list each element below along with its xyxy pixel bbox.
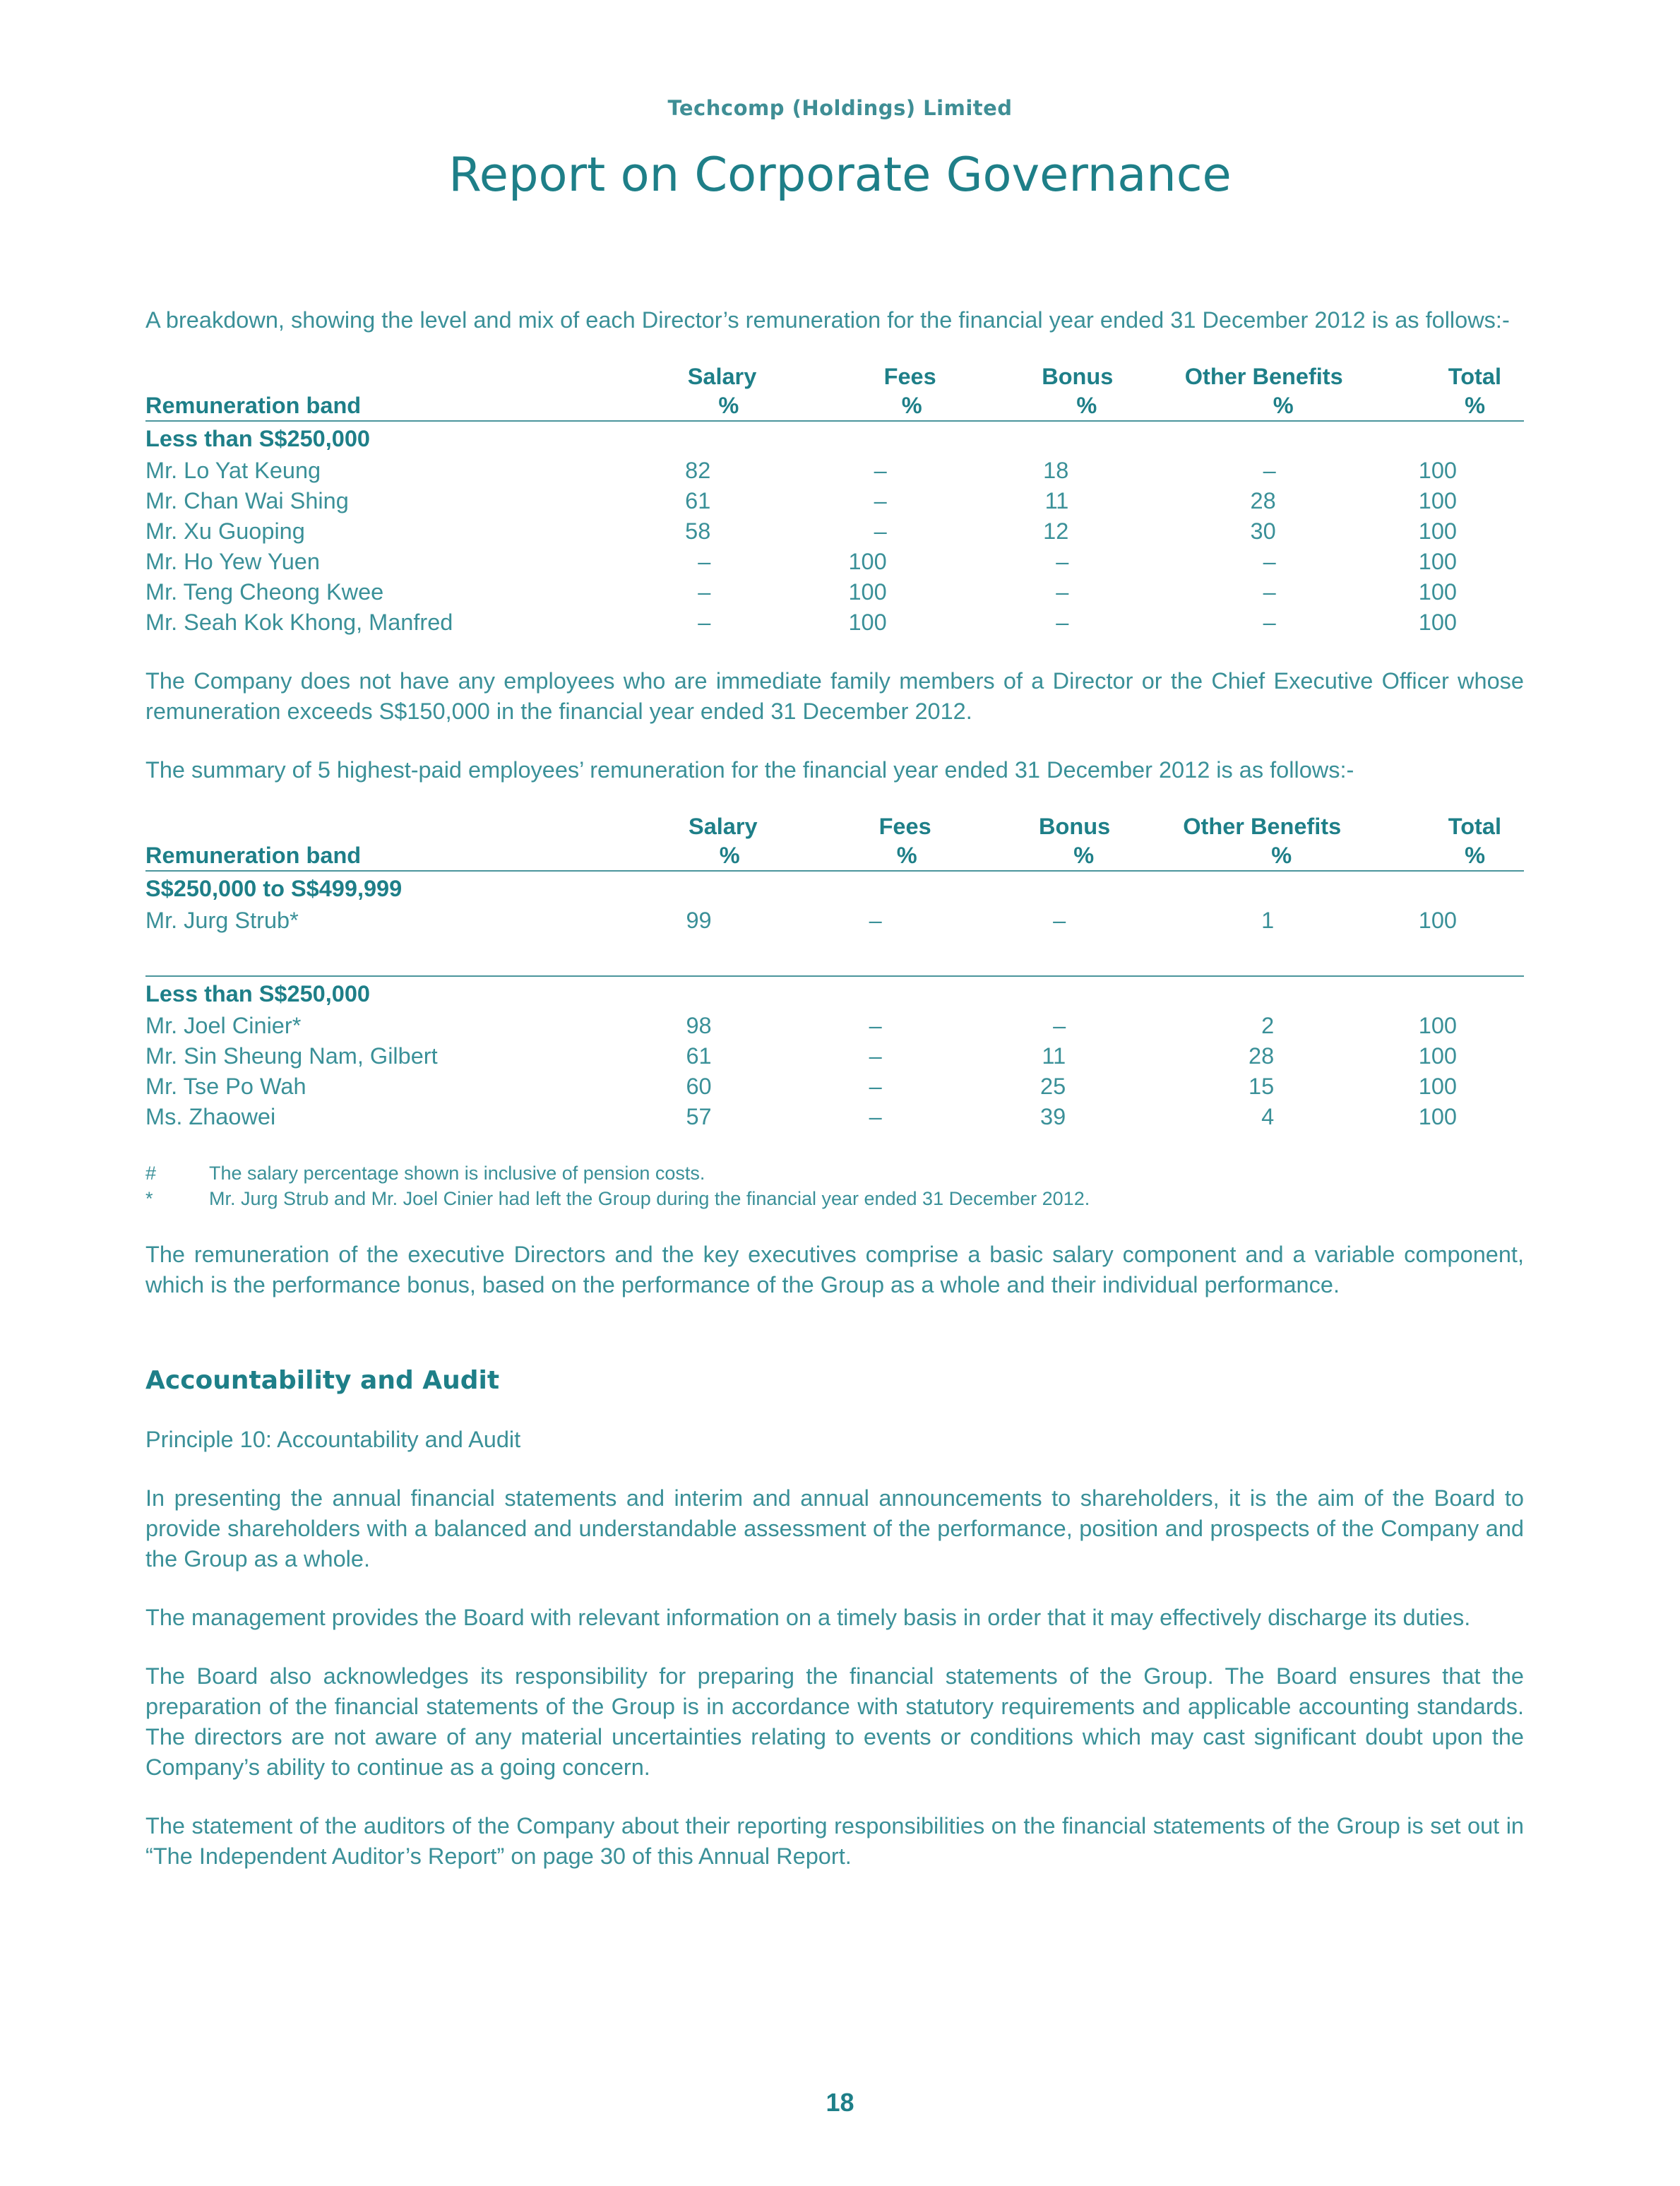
total-cell: 100 [1418, 1013, 1457, 1038]
table-row [145, 1011, 1524, 1041]
director-name: Mr. Lo Yat Keung [145, 458, 321, 483]
total-cell: 100 [1418, 488, 1457, 513]
remuneration-components-paragraph: The remuneration of the executive Directors and the key executives comprise a basic salary component and a variable component, which is the performance bonus, based on the performance of the Group as a whole and their individual performance. [145, 1242, 1524, 1297]
col-bonus-header: Bonus [1039, 814, 1111, 839]
bonus-cell: 18 [1043, 458, 1069, 483]
employee-name: Mr. Sin Sheung Nam, Gilbert [145, 1043, 438, 1069]
band-label: S$250,000 to S$499,999 [145, 876, 403, 901]
fees-cell: – [874, 458, 887, 483]
unit-label: % [609, 840, 778, 871]
employee-name: Mr. Tse Po Wah [145, 1074, 306, 1099]
other-benefits-cell: – [1263, 458, 1276, 483]
col-other-benefits-header: Other Benefits [1184, 364, 1343, 389]
unit-label: % [1341, 840, 1524, 871]
director-name: Mr. Xu Guoping [145, 518, 305, 544]
employee-name: Mr. Jurg Strub* [145, 908, 299, 933]
unit-label: % [610, 391, 778, 421]
salary-cell: 99 [686, 908, 712, 933]
other-benefits-cell: 4 [1261, 1104, 1275, 1129]
fees-cell: – [869, 1104, 882, 1129]
col-other-benefits-header: Other Benefits [1183, 814, 1342, 839]
bonus-cell: – [1056, 579, 1069, 605]
other-benefits-cell: 2 [1261, 1013, 1275, 1038]
band-row [145, 421, 1524, 456]
bonus-cell: – [1056, 610, 1069, 635]
total-cell: 100 [1418, 518, 1457, 544]
table-row [145, 486, 1524, 516]
other-benefits-cell: – [1263, 549, 1276, 574]
unit-label: % [951, 840, 1133, 871]
footnote-mark: # [145, 1163, 157, 1184]
footnotes [145, 1160, 1524, 1211]
bonus-cell: 12 [1043, 518, 1069, 544]
salary-cell: 82 [685, 458, 711, 483]
salary-cell: 98 [686, 1013, 712, 1038]
table-row [145, 456, 1524, 486]
footnote-text: Mr. Jurg Strub and Mr. Joel Cinier had left the Group during the financial year ended 31 December 2012. [209, 1188, 1090, 1209]
director-name: Mr. Seah Kok Khong, Manfred [145, 610, 453, 635]
table-row [145, 516, 1524, 547]
company-name: Techcomp (Holdings) Limited [667, 96, 1013, 120]
bonus-cell: – [1053, 908, 1066, 933]
section-heading: Accountability and Audit [145, 1366, 500, 1395]
col-band-header: Remuneration band [145, 840, 609, 871]
family-members-paragraph: The Company does not have any employees who are immediate family members of a Director or the Chief Executive Officer whose remuneration exceeds S$150,000 in the financial year ended 31 December 2012. [145, 668, 1524, 724]
salary-cell: – [698, 549, 711, 574]
table-row [145, 905, 1524, 936]
body-paragraph: The management provides the Board with relevant information on a timely basis in order that it may effectively discharge its duties. [145, 1605, 1471, 1630]
fees-cell: – [869, 908, 882, 933]
fees-cell: 100 [848, 579, 887, 605]
bonus-cell: 39 [1040, 1104, 1066, 1129]
table-header-units-row [145, 840, 1524, 871]
table-row [145, 607, 1524, 638]
band-label: Less than S$250,000 [145, 426, 370, 451]
other-benefits-cell: – [1263, 610, 1276, 635]
bonus-cell: – [1053, 1013, 1066, 1038]
table-header-row [145, 362, 1524, 391]
col-salary-header: Salary [689, 814, 758, 839]
total-cell: 100 [1418, 1043, 1457, 1069]
salary-cell: 57 [686, 1104, 712, 1129]
principle-label: Principle 10: Accountability and Audit [145, 1427, 521, 1452]
employee-name: Ms. Zhaowei [145, 1104, 276, 1129]
table-row [145, 1071, 1524, 1102]
col-salary-header: Salary [687, 364, 757, 389]
employees-remuneration-table [145, 812, 1524, 1132]
content-column [145, 305, 1524, 1872]
director-name: Mr. Teng Cheong Kwee [145, 579, 384, 605]
unit-label: % [1136, 391, 1342, 421]
bonus-cell: 11 [1042, 1043, 1066, 1069]
table-row [145, 1041, 1524, 1071]
salary-cell: 61 [685, 488, 711, 513]
table-row [145, 1102, 1524, 1132]
footnote-mark: * [145, 1188, 153, 1209]
total-cell: 100 [1418, 1074, 1457, 1099]
page-title: Report on Corporate Governance [448, 147, 1232, 202]
intro-directors-paragraph: A breakdown, showing the level and mix of each Director’s remuneration for the financial year ended 31 December 2012 is as follows:- [145, 307, 1510, 333]
fees-cell: – [869, 1013, 882, 1038]
fees-cell: 100 [848, 610, 887, 635]
salary-cell: – [698, 610, 711, 635]
total-cell: 100 [1418, 908, 1457, 933]
other-benefits-cell: 1 [1261, 908, 1275, 933]
col-fees-header: Fees [883, 364, 936, 389]
page-number: 18 [826, 2088, 854, 2117]
intro-employees-paragraph: The summary of 5 highest-paid employees’ remuneration for the financial year ended 31 December 2012 is as follows:- [145, 757, 1354, 783]
unit-label: % [1133, 840, 1341, 871]
body-paragraph: In presenting the annual financial statements and interim and annual announcements to shareholders, it is the aim of the Board to provide shareholders with a balanced and understandable assessment of the performance, position and prospects of the Company and the Group as a whole. [145, 1485, 1524, 1572]
bonus-cell: 11 [1044, 488, 1069, 513]
total-cell: 100 [1418, 549, 1457, 574]
footnote [145, 1160, 1524, 1186]
band-label: Less than S$250,000 [145, 981, 370, 1006]
fees-cell: 100 [848, 549, 887, 574]
col-bonus-header: Bonus [1042, 364, 1114, 389]
body-paragraph: The Board also acknowledges its responsibility for preparing the financial statements of the Group. The Board ensures that the preparation of the financial statements of the Group is in accordance with statutory requirements and applicable accounting standards. The directors are not aware of any material uncertainties relating to events or conditions which may cast significant doubt upon the Company’s ability to continue as a going concern. [145, 1663, 1524, 1780]
other-benefits-cell: 30 [1250, 518, 1276, 544]
other-benefits-cell: – [1263, 579, 1276, 605]
unit-label: % [778, 391, 955, 421]
fees-cell: – [869, 1074, 882, 1099]
other-benefits-cell: 28 [1249, 1043, 1275, 1069]
bonus-cell: – [1056, 549, 1069, 574]
total-cell: 100 [1418, 1104, 1457, 1129]
band-row [145, 871, 1524, 905]
table-row [145, 577, 1524, 607]
unit-label: % [1343, 391, 1524, 421]
total-cell: 100 [1418, 610, 1457, 635]
table-header-row [145, 812, 1524, 840]
employee-name: Mr. Joel Cinier* [145, 1013, 302, 1038]
group-separator [145, 936, 1524, 976]
bonus-cell: 25 [1040, 1074, 1066, 1099]
col-total-header: Total [1448, 814, 1501, 839]
salary-cell: 58 [685, 518, 711, 544]
col-total-header: Total [1448, 364, 1501, 389]
other-benefits-cell: 28 [1250, 488, 1276, 513]
band-row [145, 976, 1524, 1011]
footnote-text: The salary percentage shown is inclusive of pension costs. [209, 1163, 705, 1184]
fees-cell: – [869, 1043, 882, 1069]
director-name: Mr. Ho Yew Yuen [145, 549, 320, 574]
col-band-header: Remuneration band [145, 391, 610, 421]
table-row [145, 547, 1524, 577]
salary-cell: – [698, 579, 711, 605]
salary-cell: 61 [686, 1043, 712, 1069]
unit-label: % [956, 391, 1136, 421]
other-benefits-cell: 15 [1249, 1074, 1275, 1099]
col-fees-header: Fees [878, 814, 931, 839]
total-cell: 100 [1418, 458, 1457, 483]
fees-cell: – [874, 488, 887, 513]
footnote [145, 1186, 1524, 1211]
unit-label: % [779, 840, 951, 871]
directors-remuneration-table [145, 362, 1524, 638]
body-paragraph: The statement of the auditors of the Company about their reporting responsibilities on the financial statements of the Group is set out in “The Independent Auditor’s Report” on page 30 of this Annual Report. [145, 1813, 1524, 1869]
table-header-units-row [145, 391, 1524, 421]
director-name: Mr. Chan Wai Shing [145, 488, 349, 513]
total-cell: 100 [1418, 579, 1457, 605]
salary-cell: 60 [686, 1074, 712, 1099]
fees-cell: – [874, 518, 887, 544]
